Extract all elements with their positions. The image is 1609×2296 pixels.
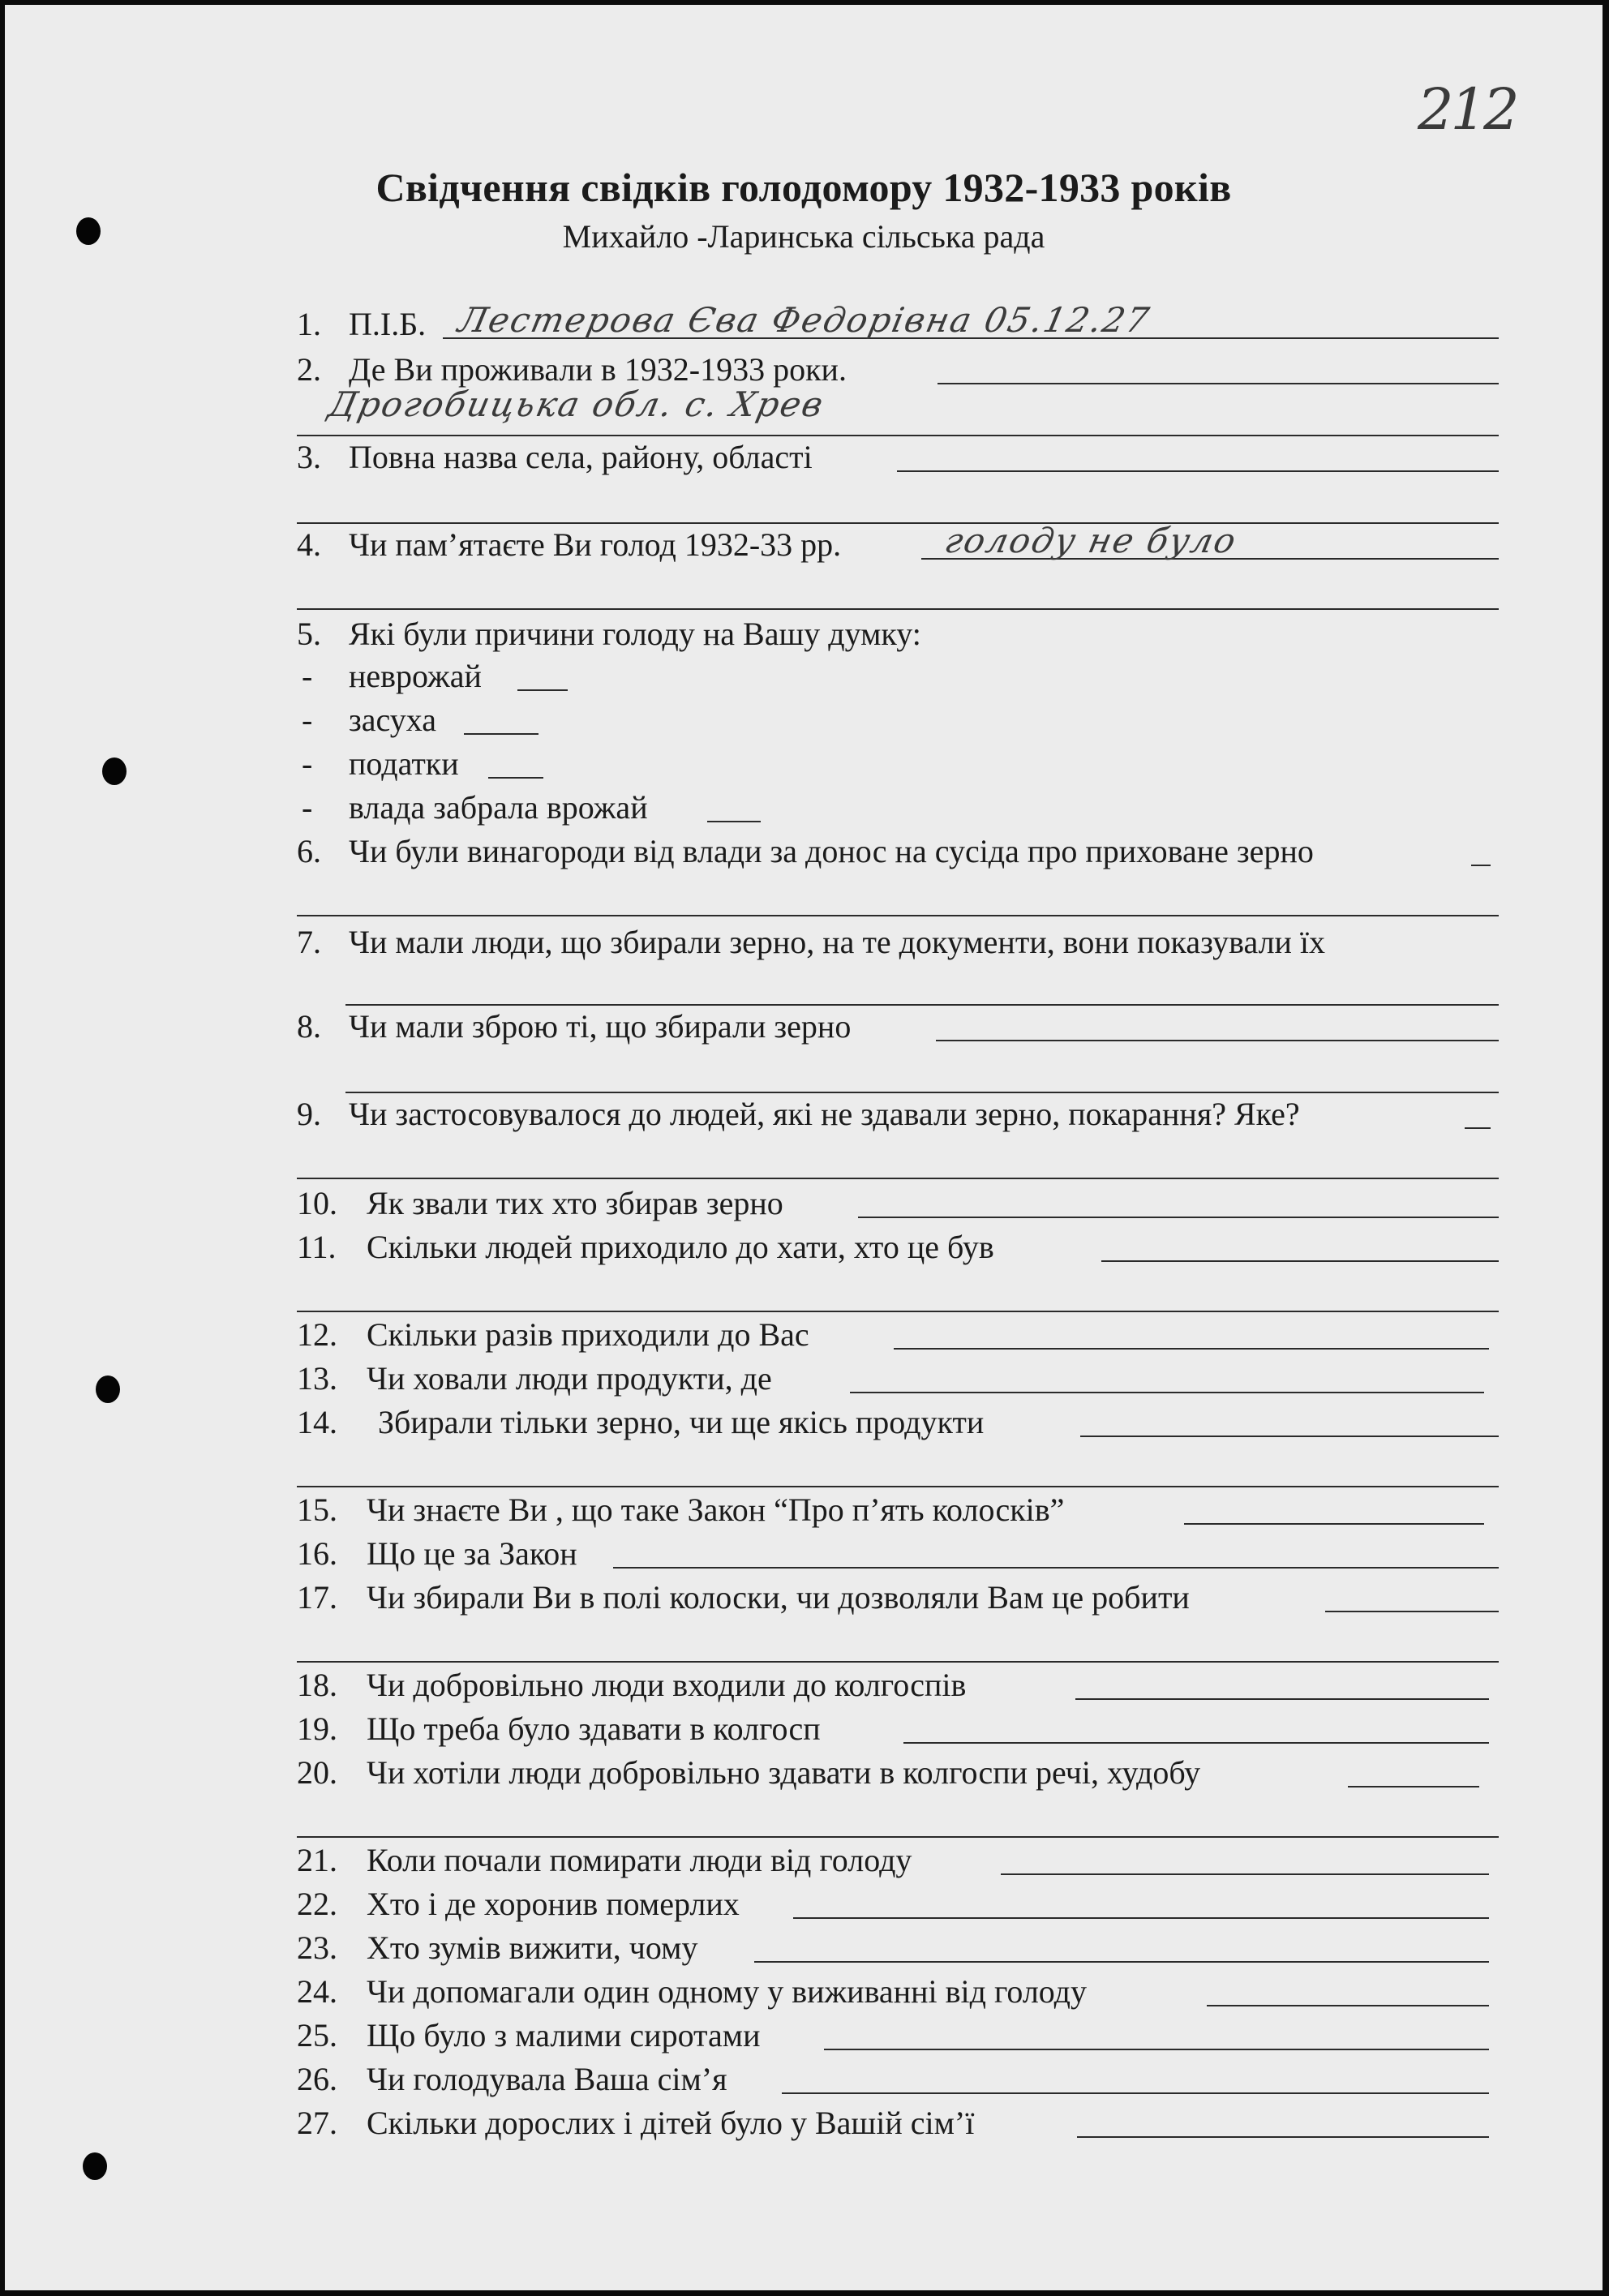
answer-line (464, 733, 538, 735)
question-4 (5, 519, 1603, 564)
question-text: Скільки дорослих і дітей було у Вашій сім’ї (367, 2105, 975, 2141)
question-6 (5, 826, 1603, 871)
question-number: 2. (297, 351, 321, 388)
question-number: 14. (297, 1404, 337, 1440)
question-text: Чи мали зброю ті, що збирали зерно (349, 1008, 852, 1045)
question-number: 20. (297, 1754, 337, 1791)
cause-label: податки (349, 745, 459, 782)
question-number: 22. (297, 1886, 337, 1922)
question-14 (5, 1397, 1603, 1442)
question-13 (5, 1353, 1603, 1398)
question-number: 8. (297, 1008, 321, 1045)
answer-line (897, 470, 1499, 472)
answer-line (903, 1742, 1489, 1744)
question-number: 27. (297, 2105, 337, 2141)
cause-label: влада забрала врожай (349, 789, 648, 826)
question-9 (5, 1088, 1603, 1134)
answer-line (1001, 1873, 1489, 1875)
question-text: Що це за Закон (367, 1535, 577, 1572)
question-number: 5. (297, 616, 321, 652)
question-text: Чи застосовувалося до людей, які не здавали зерно, покарання? Яке? (349, 1096, 1300, 1132)
question-number: 4. (297, 526, 321, 563)
question-text: Чи були винагороди від влади за донос на сусіда про приховане зерно (349, 833, 1314, 869)
question-number: 13. (297, 1360, 337, 1397)
answer-line (1077, 2136, 1489, 2138)
question-number: 12. (297, 1316, 337, 1353)
bullet-dash: - (302, 789, 313, 826)
question-25 (5, 2010, 1603, 2055)
question-number: 10. (297, 1185, 337, 1221)
answer-line (1207, 2005, 1489, 2006)
question-2 (5, 344, 1603, 389)
punch-hole (83, 2152, 107, 2180)
question-text: Що треба було здавати в колгосп (367, 1710, 821, 1747)
question-number: 7. (297, 924, 321, 960)
cause-label: засуха (349, 702, 437, 738)
handwritten-answer: Лестерова Єва Федорівна 05.12.27 (454, 300, 1154, 340)
answer-line (1075, 1698, 1489, 1700)
question-7 (5, 916, 1603, 962)
cause-label: неврожай (349, 658, 482, 694)
question-text: П.І.Б. (349, 306, 427, 342)
question-text: Скільки разів приходили до Вас (367, 1316, 809, 1353)
question-text: Чи голодувала Ваша сім’я (367, 2061, 727, 2097)
question-text: Збирали тільки зерно, чи ще якісь продукти (378, 1404, 985, 1440)
answer-line (782, 2092, 1489, 2094)
question-3 (5, 431, 1603, 477)
answer-line (1184, 1523, 1484, 1525)
question-15 (5, 1484, 1603, 1530)
handwritten-answer: голоду не було (941, 521, 1241, 560)
bullet-dash: - (302, 745, 313, 782)
question-1 (5, 298, 1603, 344)
question-text: Чи добровільно люди входили до колгоспів (367, 1667, 967, 1703)
answer-line (517, 689, 568, 691)
question-12 (5, 1309, 1603, 1354)
answer-line (488, 777, 543, 779)
question-text: Де Ви проживали в 1932-1933 роки. (349, 351, 847, 388)
answer-line (707, 821, 761, 822)
answer-line (894, 1348, 1489, 1350)
answer-line (938, 383, 1499, 384)
question-16 (5, 1528, 1603, 1573)
question-number: 11. (297, 1229, 337, 1265)
question-number: 1. (297, 306, 321, 342)
question-10 (5, 1178, 1603, 1223)
question-number: 6. (297, 833, 321, 869)
page-number: 212 (1418, 76, 1517, 143)
question-number: 15. (297, 1491, 337, 1528)
question-22 (5, 1878, 1603, 1924)
question-text: Чи допомагали один одному у виживанні від голоду (367, 1973, 1088, 2010)
question-text: Чи пам’ятаєте Ви голод 1932-33 рр. (349, 526, 842, 563)
question-number: 9. (297, 1096, 321, 1132)
question-20 (5, 1747, 1603, 1792)
question-5 (5, 608, 1603, 654)
question-8 (5, 1001, 1603, 1046)
question-text: Чи збирали Ви в полі колоски, чи дозволяли Вам це робити (367, 1579, 1190, 1616)
question-number: 18. (297, 1667, 337, 1703)
document-subtitle: Михайло -Ларинська сільська рада (562, 218, 1045, 255)
question-number: 23. (297, 1929, 337, 1966)
question-17 (5, 1572, 1603, 1617)
question-number: 19. (297, 1710, 337, 1747)
question-text: Хто і де хоронив померлих (367, 1886, 740, 1922)
document-page (5, 5, 1603, 2290)
cause-option (5, 694, 1603, 740)
question-19 (5, 1703, 1603, 1749)
cause-option (5, 738, 1603, 783)
question-text: Повна назва села, району, області (349, 439, 813, 475)
question-27 (5, 2097, 1603, 2143)
question-number: 25. (297, 2017, 337, 2054)
cause-option (5, 782, 1603, 827)
question-text: Коли почали помирати люди від голоду (367, 1842, 912, 1878)
answer-line (1101, 1260, 1499, 1262)
question-text: Чи мали люди, що збирали зерно, на те документи, вони показували їх (349, 924, 1326, 960)
question-text: Чи хотіли люди добровільно здавати в колгоспи речі, худобу (367, 1754, 1201, 1791)
answer-line (1471, 865, 1491, 866)
answer-line (824, 2049, 1489, 2050)
question-text: Чи знаєте Ви , що таке Закон “Про п’ять колосків” (367, 1491, 1065, 1528)
cause-option (5, 650, 1603, 696)
answer-line (1080, 1436, 1499, 1437)
answer-line (858, 1217, 1499, 1218)
question-24 (5, 1966, 1603, 2011)
question-23 (5, 1922, 1603, 1968)
question-18 (5, 1659, 1603, 1705)
question-text: Чи ховали люди продукти, де (367, 1360, 772, 1397)
bullet-dash: - (302, 658, 313, 694)
question-number: 17. (297, 1579, 337, 1616)
question-text: Хто зумів вижити, чому (367, 1929, 698, 1966)
answer-line (1325, 1611, 1499, 1612)
question-number: 3. (297, 439, 321, 475)
question-number: 24. (297, 1973, 337, 2010)
answer-line (850, 1392, 1484, 1393)
bullet-dash: - (302, 702, 313, 738)
answer-line (1465, 1127, 1491, 1129)
question-text: Скільки людей приходило до хати, хто це був (367, 1229, 994, 1265)
answer-line (754, 1961, 1489, 1963)
question-21 (5, 1835, 1603, 1880)
question-number: 21. (297, 1842, 337, 1878)
answer-line (1348, 1786, 1479, 1787)
answer-line (793, 1917, 1489, 1919)
question-number: 16. (297, 1535, 337, 1572)
answer-line (613, 1567, 1499, 1569)
question-11 (5, 1221, 1603, 1267)
question-text: Як звали тих хто збирав зерно (367, 1185, 783, 1221)
question-text: Які були причини голоду на Вашу думку: (349, 616, 921, 652)
question-text: Що було з малими сиротами (367, 2017, 761, 2054)
handwritten-answer: Дрогобицька обл. с. Хрев (324, 384, 829, 424)
question-number: 26. (297, 2061, 337, 2097)
answer-line (936, 1040, 1499, 1041)
question-26 (5, 2054, 1603, 2099)
document-title: Свідчення свідків голодомору 1932-1933 років (375, 165, 1232, 210)
